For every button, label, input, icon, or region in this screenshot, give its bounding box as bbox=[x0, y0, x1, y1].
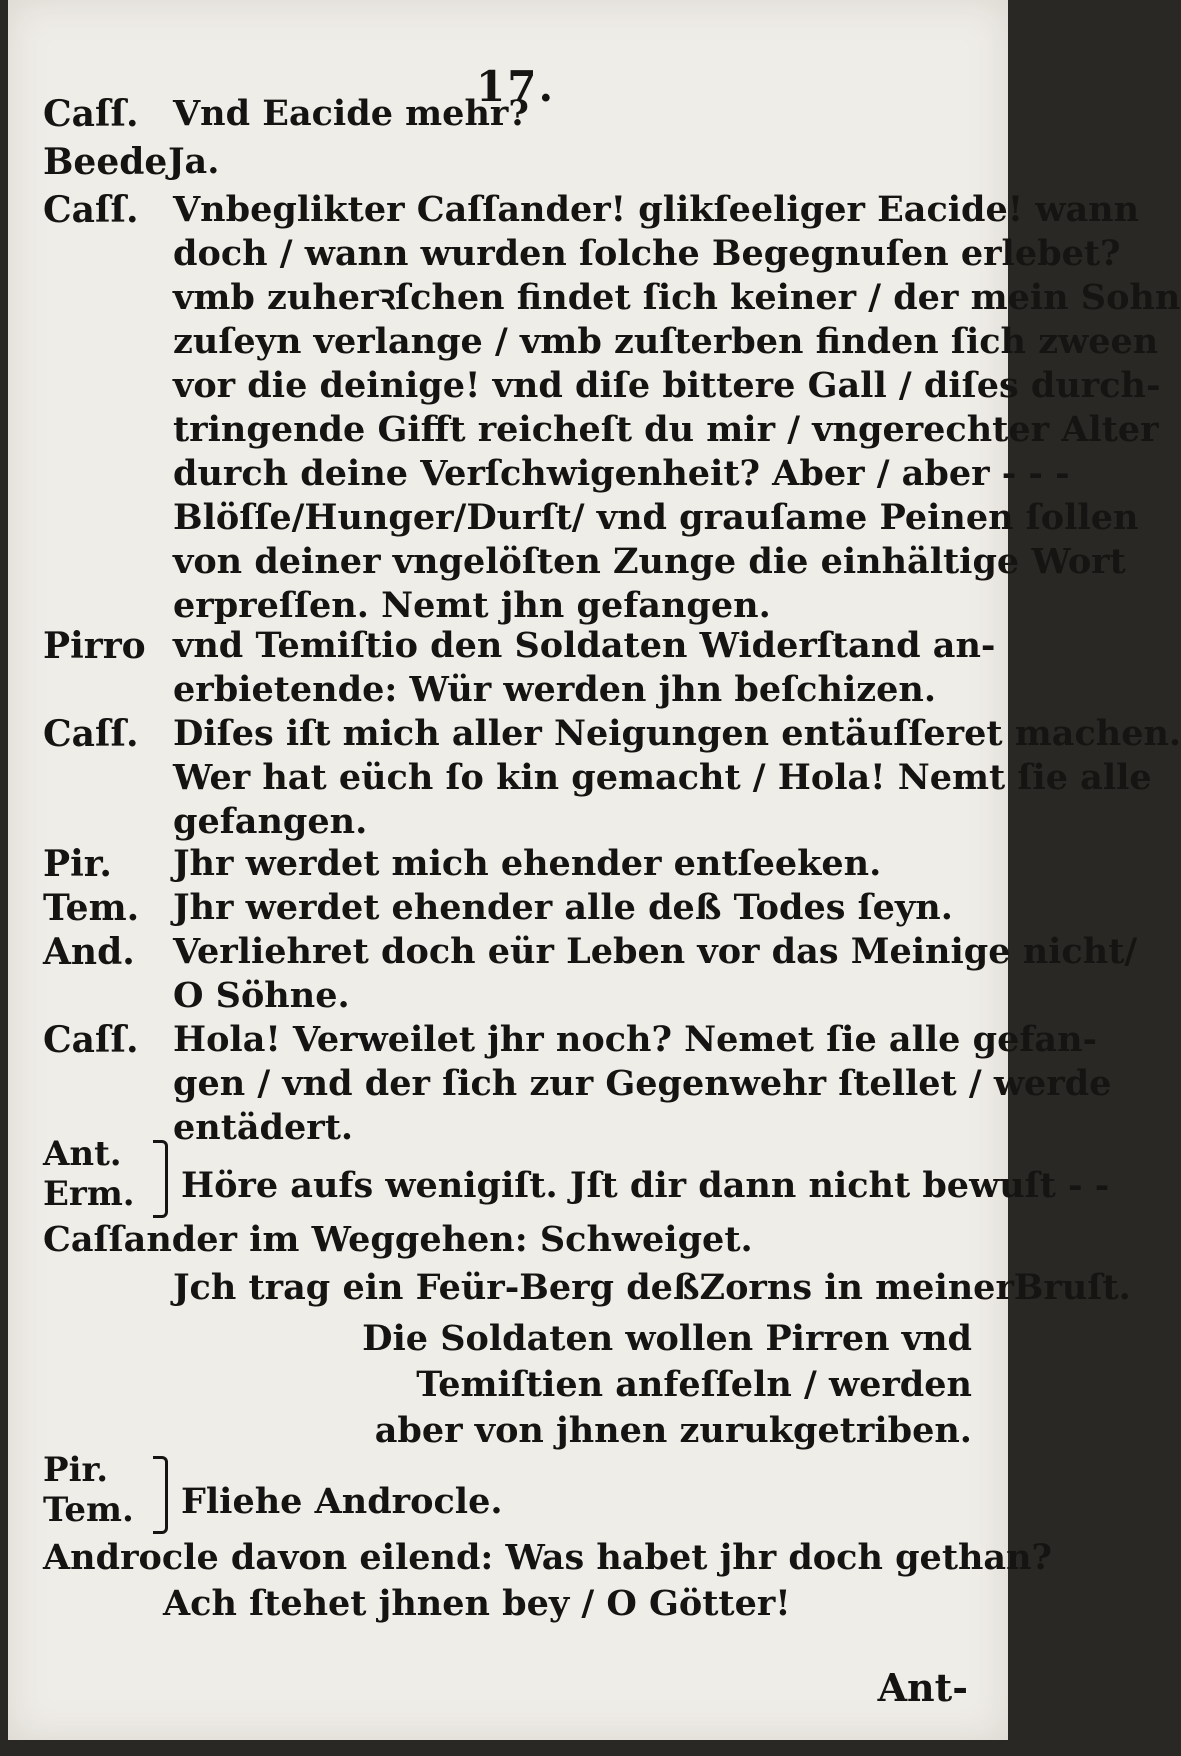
speaker-label: Pir. bbox=[43, 1450, 109, 1490]
speaker-label: Caſſ. bbox=[43, 1019, 139, 1061]
speech-text bbox=[181, 1164, 1110, 1208]
speech-line: von deiner vngelöſten Zunge die einhältige Wort bbox=[173, 541, 1126, 582]
speech-line: Ach ſtehet jhnen bey / O Götter! bbox=[163, 1583, 791, 1624]
dialogue-entry-group bbox=[43, 1134, 1110, 1218]
stage-direction-line: aber von jhnen zurukgetriben. bbox=[374, 1410, 972, 1451]
speech-line: vnd Temiſtio den Soldaten Widerſtand an- bbox=[173, 625, 996, 666]
speech-line: vor die deinige! vnd diſe bittere Gall / diſes durch- bbox=[173, 365, 1161, 406]
speaker-group bbox=[43, 1450, 134, 1530]
speaker-label: Tem. bbox=[43, 887, 140, 929]
speech-line: Höre aufs wenigiſt. Jſt dir dann nicht bewuſt - - bbox=[181, 1165, 1110, 1206]
speech-text bbox=[173, 886, 978, 930]
speech-line: erbietende: Wür werden jhn beſchizen. bbox=[173, 669, 937, 710]
speech-line: gen / vnd der ſich zur Gegenwehr ſtellet / werde bbox=[173, 1063, 1112, 1104]
speech-text bbox=[173, 842, 978, 886]
speech-text bbox=[173, 712, 1181, 844]
speech-text bbox=[173, 1018, 1112, 1150]
speech-line: Fliehe Androcle. bbox=[181, 1481, 503, 1522]
speech-text bbox=[43, 1536, 1053, 1580]
speaker-label: Caſſ. bbox=[43, 93, 139, 135]
speech-line: Vnbeglikter Caſſander! glikſeeliger Eacide! wann bbox=[173, 189, 1140, 230]
speech-line: vmb zuherꝛſchen findet ſich keiner / der mein Sohn bbox=[173, 277, 1181, 318]
speaker-label: Beede bbox=[43, 141, 168, 183]
speaker-label: Tem. bbox=[43, 1490, 134, 1530]
speech-line: Hola! Verweilet jhr noch? Nemet ſie alle gefan- bbox=[173, 1019, 1098, 1060]
speaker-label: Pirro bbox=[43, 625, 146, 667]
speech-line: Vnd Eacide mehr? bbox=[173, 93, 529, 134]
speaker-label: Caſſ. bbox=[43, 189, 139, 231]
speech-line: Jch trag ein Feür-Berg deßZorns in meinerBruſt. bbox=[173, 1267, 1131, 1308]
speech-line: Caſſander im Weggehen: Schweiget. bbox=[43, 1219, 753, 1260]
speech-text bbox=[173, 92, 978, 136]
stage-direction-line: Die Soldaten wollen Pirren vnd bbox=[362, 1318, 972, 1359]
speech-line: Jhr werdet mich ehender entſeeken. bbox=[173, 843, 882, 884]
speech-line: tringende Gifft reicheſt du mir / vngerechter Alter bbox=[173, 409, 1159, 450]
speaker-label: Erm. bbox=[43, 1174, 135, 1214]
speech-line: durch deine Verſchwigenheit? Aber / aber - - - bbox=[173, 453, 1070, 494]
speech-line: entädert. bbox=[173, 1107, 354, 1148]
speaker-label: Caſſ. bbox=[43, 713, 139, 755]
speech-text bbox=[168, 140, 978, 184]
speech-line: Jhr werdet ehender alle deß Todes ſeyn. bbox=[173, 887, 953, 928]
speech-line: Blöſſe/Hunger/Durſt/ vnd grauſame Peinen ſollen bbox=[173, 497, 1139, 538]
speech-line: gefangen. bbox=[173, 801, 368, 842]
stage-direction bbox=[362, 1316, 972, 1454]
catchword: Ant- bbox=[877, 1665, 968, 1710]
speech-line: Verliehret doch eür Leben vor das Meinige nicht/ bbox=[173, 931, 1138, 972]
speech-text bbox=[173, 930, 1138, 1018]
speaker-label: And. bbox=[43, 931, 135, 973]
speech-line: O Söhne. bbox=[173, 975, 350, 1016]
bracket-mark bbox=[153, 1456, 168, 1534]
speech-line: doch / wann wurden ſolche Begegnuſen erlebet? bbox=[173, 233, 1121, 274]
speech-text bbox=[181, 1480, 978, 1524]
speech-line: zuſeyn verlange / vmb zuſterben finden ſich zween bbox=[173, 321, 1159, 362]
speech-line: Ja. bbox=[168, 141, 220, 182]
speech-text bbox=[43, 1218, 978, 1262]
speaker-label: Pir. bbox=[43, 843, 112, 885]
speech-text bbox=[163, 1582, 978, 1626]
speaker-label: Ant. bbox=[43, 1134, 122, 1174]
speech-text bbox=[173, 624, 996, 712]
stage-direction-line: Temiſtien anfeſſeln / werden bbox=[416, 1364, 972, 1405]
speaker-group bbox=[43, 1134, 135, 1214]
page-number: 17. bbox=[476, 62, 556, 111]
speech-line: erpreſſen. Nemt jhn gefangen. bbox=[173, 585, 771, 626]
bracket-mark bbox=[153, 1140, 168, 1218]
speech-line: Diſes iſt mich aller Neigungen entäuſſeret machen. bbox=[173, 713, 1181, 754]
dialogue-entry-group bbox=[43, 1450, 978, 1534]
speech-line: Wer hat eüch ſo kin gemacht / Hola! Nemt ſie alle bbox=[173, 757, 1152, 798]
book-page bbox=[8, 0, 1181, 1740]
speech-text bbox=[173, 188, 1181, 628]
speech-line: Androcle davon eilend: Was habet jhr doch gethan? bbox=[43, 1537, 1053, 1578]
speech-text bbox=[173, 1266, 1131, 1310]
